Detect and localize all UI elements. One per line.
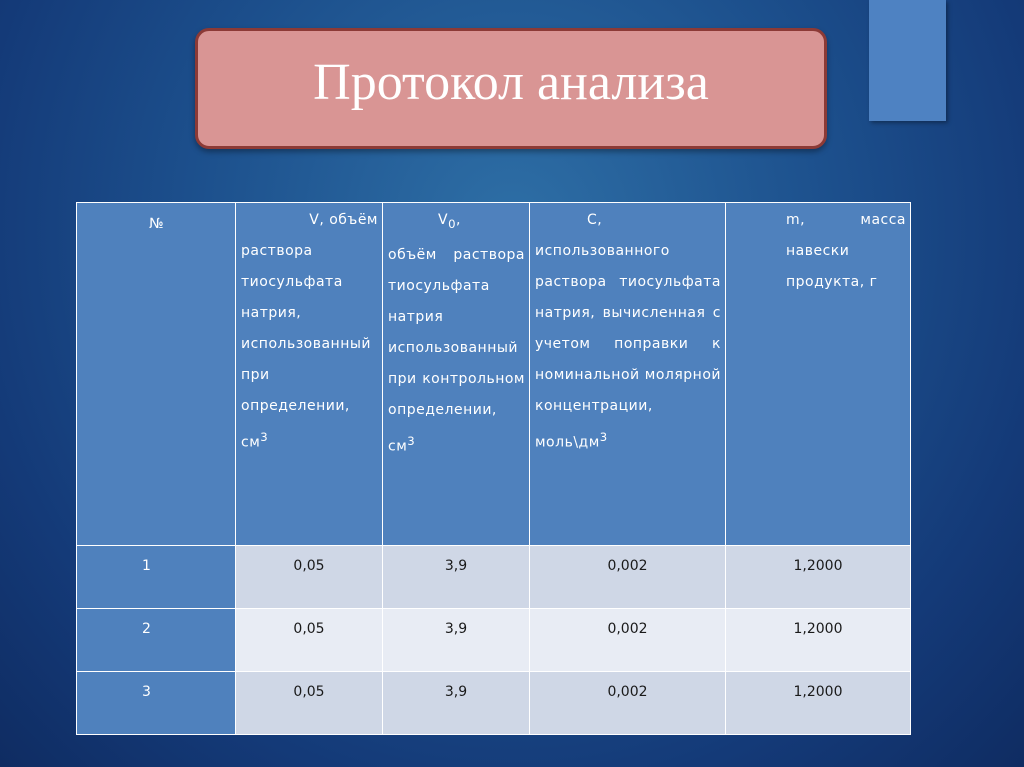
cell-v: 0,05 [236, 546, 383, 609]
header-v0-tail: , [456, 212, 461, 228]
row-number: 1 [77, 546, 236, 609]
header-c-first: С, [587, 212, 603, 228]
header-v0-sup: 3 [407, 433, 416, 448]
cell-v0: 3,9 [383, 546, 530, 609]
header-v [236, 203, 383, 546]
cell-m: 1,2000 [726, 546, 911, 609]
cell-m: 1,2000 [726, 609, 911, 672]
header-v0-main: V [438, 212, 449, 228]
row-number: 3 [77, 672, 236, 735]
analysis-protocol-table [76, 202, 911, 735]
header-v-first: V, объём [309, 212, 378, 228]
header-number: № [77, 203, 236, 546]
title-box [195, 28, 827, 149]
table-row [77, 609, 911, 672]
accent-bar [869, 0, 946, 121]
cell-m: 1,2000 [726, 672, 911, 735]
header-v0-rest: объём раствора тиосульфата натрия использованный при контрольном определении, см [388, 246, 525, 455]
cell-v: 0,05 [236, 609, 383, 672]
header-c-rest: использованного раствора тиосульфата натрия, вычисленная с учетом поправки к номинальной молярной концентрации, моль\дм [535, 243, 721, 451]
header-v0 [383, 203, 530, 546]
header-v-rest: раствора тиосульфата натрия, использованный при определении, см [241, 243, 372, 451]
header-v-sup: 3 [260, 430, 269, 444]
slide-title: Протокол анализа [313, 54, 709, 111]
header-v0-first [388, 205, 525, 240]
header-m [726, 203, 911, 546]
cell-v0: 3,9 [383, 672, 530, 735]
cell-c: 0,002 [530, 609, 726, 672]
cell-c: 0,002 [530, 546, 726, 609]
header-c [530, 203, 726, 546]
row-number: 2 [77, 609, 236, 672]
header-v0-sub: 0 [448, 216, 456, 231]
cell-v0: 3,9 [383, 609, 530, 672]
header-m-text: m, масса навески продукта, г [786, 212, 906, 290]
cell-v: 0,05 [236, 672, 383, 735]
table-row [77, 672, 911, 735]
header-c-sup: 3 [599, 430, 608, 444]
cell-c: 0,002 [530, 672, 726, 735]
table-row [77, 546, 911, 609]
table-header-row [77, 203, 911, 546]
